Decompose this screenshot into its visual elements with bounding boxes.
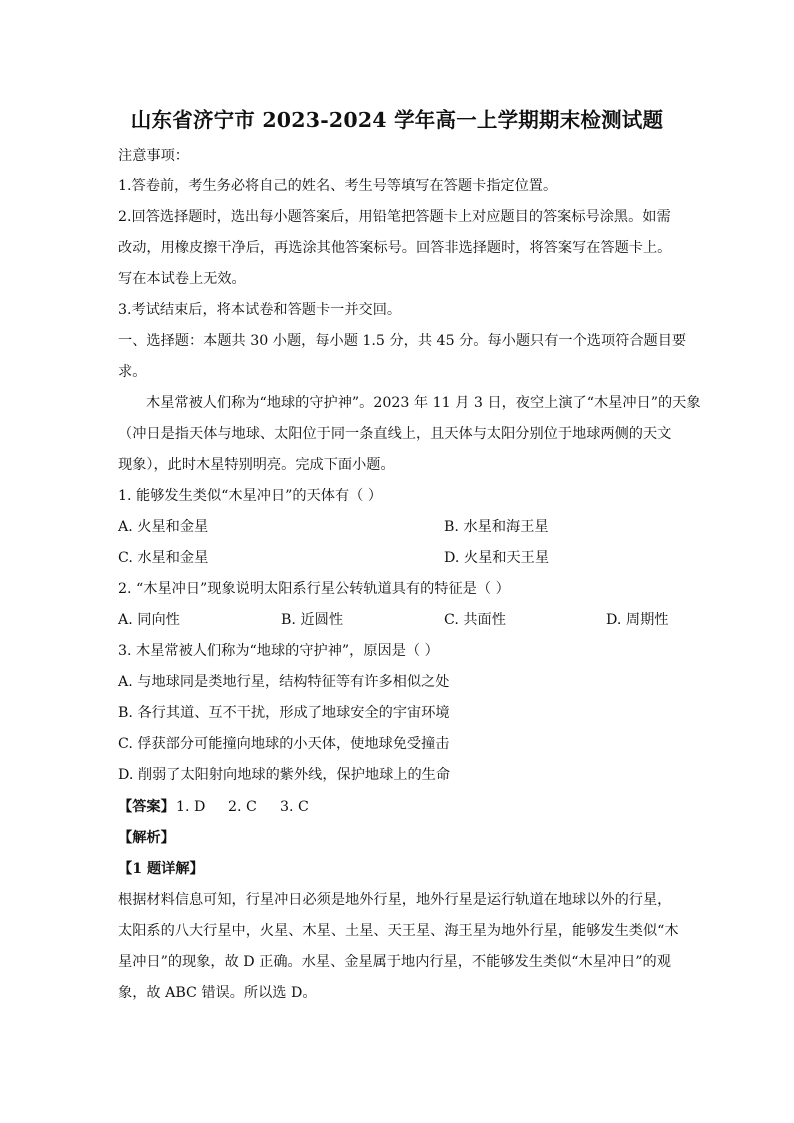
question-3-option-d: D. 削弱了太阳射向地球的紫外线，保护地球上的生命: [118, 767, 451, 783]
question-3-option-b: B. 各行其道、互不干扰，形成了地球安全的宇宙环境: [118, 705, 450, 721]
notice-item-1: 1.答卷前，考生务必将自己的姓名、考生号等填写在答题卡指定位置。: [118, 178, 558, 194]
section-heading-line-2: 求。: [118, 364, 147, 380]
notice-heading: 注意事项：: [118, 148, 189, 164]
question-2-option-d: D. 周期性: [606, 612, 669, 628]
question-2-option-c: C. 共面性: [444, 612, 506, 628]
material-line-3: 现象），此时木星特别明亮。完成下面小题。: [118, 457, 395, 473]
analysis-subheading-1: 【1 题详解】: [118, 861, 204, 877]
material-line-2: （冲日是指天体与地球、太阳位于同一条直线上，且天体与太阳分别位于地球两侧的天文: [118, 426, 672, 442]
material-line-1: 木星常被人们称为“地球的守护神”。2023 年 11 月 3 日，夜空上演了“木星冲日”的天象: [146, 395, 701, 411]
question-3-stem: 3. 木星常被人们称为“地球的守护神”，原因是（ ）: [118, 643, 439, 659]
analysis-line-3: 星冲日”的现象，故 D 正确。水星、金星属于地内行星，不能够发生类似“木星冲日”的观: [118, 954, 671, 970]
analysis-line-4: 象，故 ABC 错误。所以选 D。: [118, 985, 317, 1001]
answer-3: 3. C: [280, 799, 309, 815]
analysis-heading: 【解析】: [118, 830, 175, 846]
question-3-option-a: A. 与地球同是类地行星，结构特征等有许多相似之处: [118, 674, 450, 690]
question-2-option-a: A. 同向性: [118, 612, 180, 628]
question-1-option-a: A. 火星和金星: [118, 519, 209, 535]
analysis-line-2: 太阳系的八大行星中，火星、木星、土星、天王星、海王星为地外行星，能够发生类似“木: [118, 923, 679, 939]
question-1-option-c: C. 水星和金星: [118, 550, 209, 566]
question-2-stem: 2. “木星冲日”现象说明太阳系行星公转轨道具有的特征是（ ）: [118, 581, 510, 597]
page-title: 山东省济宁市 2023-2024 学年高一上学期期末检测试题: [130, 108, 664, 132]
section-heading-line-1: 一、选择题：本题共 30 小题，每小题 1.5 分，共 45 分。每小题只有一个选项符合题目要: [118, 333, 687, 349]
question-1-stem: 1. 能够发生类似“木星冲日”的天体有（ ）: [118, 488, 383, 504]
notice-item-2-line-1: 2.回答选择题时，选出每小题答案后，用铅笔把答题卡上对应题目的答案标号涂黑。如需: [118, 209, 671, 225]
notice-item-3: 3.考试结束后，将本试卷和答题卡一并交回。: [118, 302, 402, 318]
question-1-option-d: D. 火星和天王星: [444, 550, 550, 566]
answer-1: 1. D: [176, 799, 206, 815]
analysis-line-1: 根据材料信息可知，行星冲日必须是地外行星，地外行星是运行轨道在地球以外的行星，: [118, 892, 672, 908]
answer-2: 2. C: [228, 799, 257, 815]
notice-item-2-line-2: 改动，用橡皮擦干净后，再选涂其他答案标号。回答非选择题时，将答案写在答题卡上。: [118, 240, 672, 256]
notice-item-2-line-3: 写在本试卷上无效。: [118, 271, 246, 287]
question-2-option-b: B. 近圆性: [281, 612, 344, 628]
question-3-option-c: C. 俘获部分可能撞向地球的小天体，使地球免受撞击: [118, 736, 450, 752]
question-1-option-b: B. 水星和海王星: [444, 519, 549, 535]
answer-label: 【答案】: [118, 799, 175, 815]
